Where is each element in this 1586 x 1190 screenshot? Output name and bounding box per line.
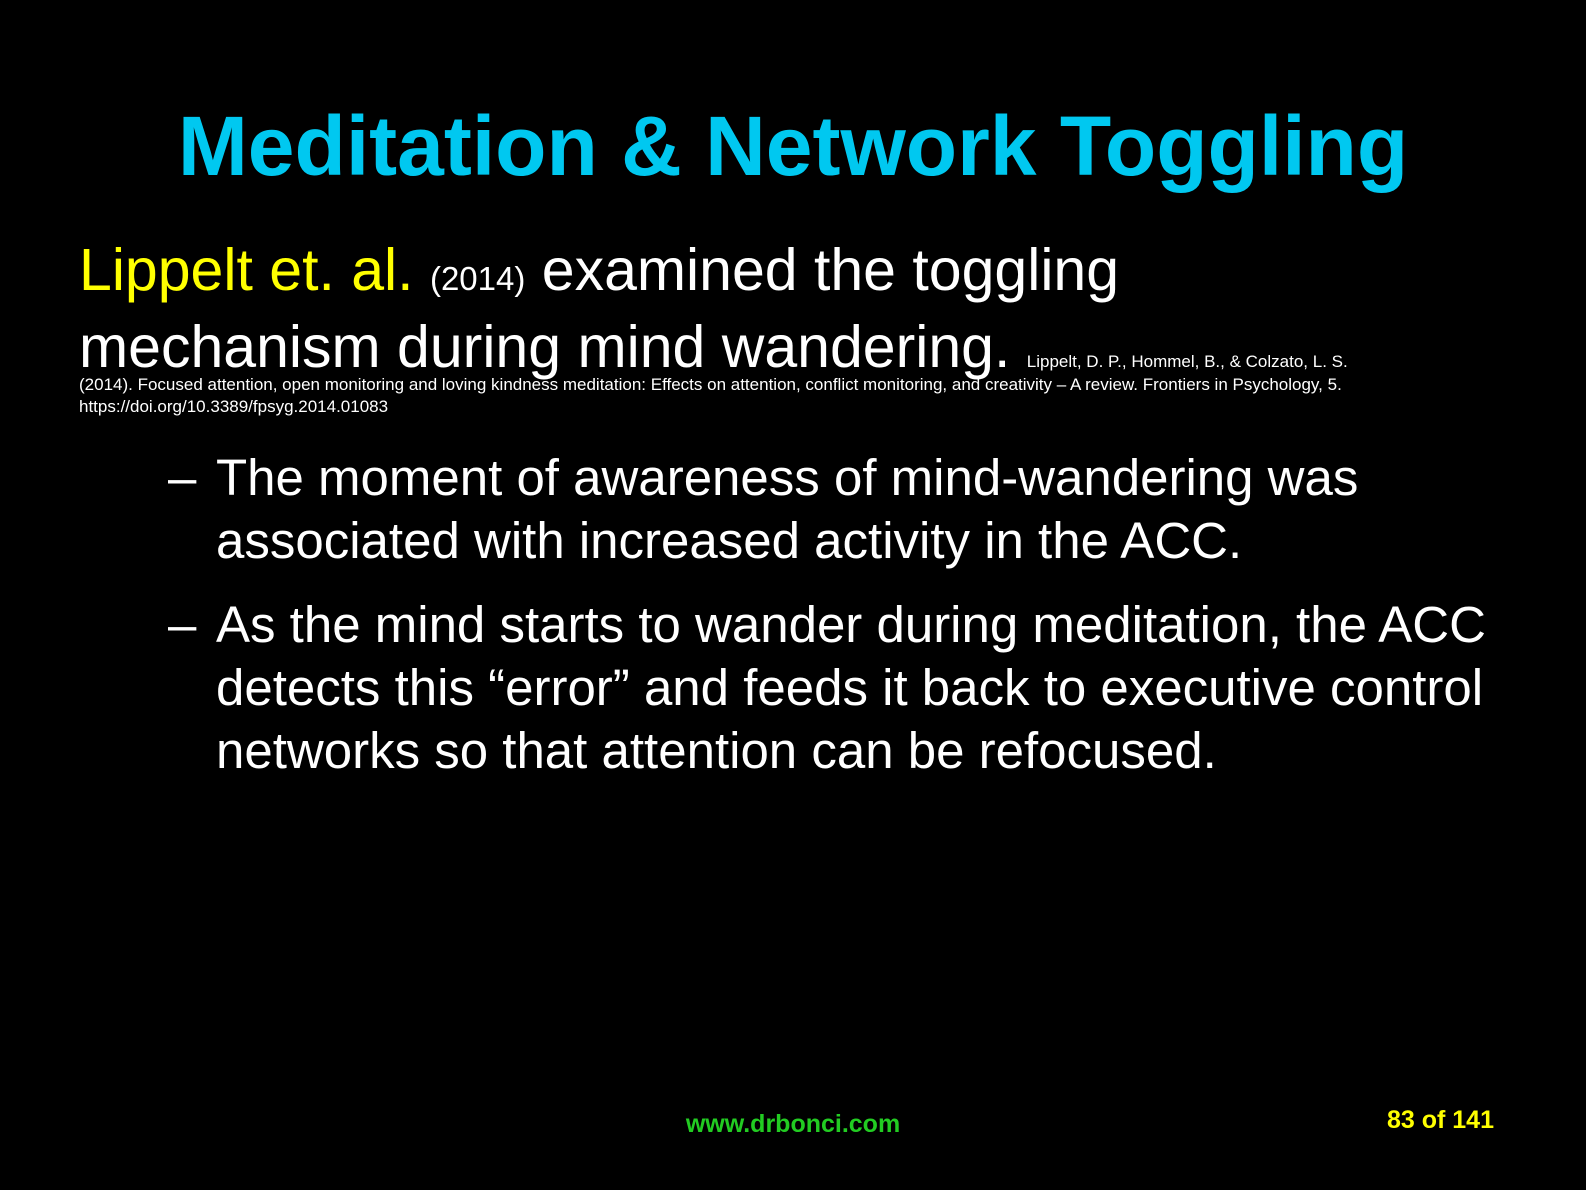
bullet-dash: – <box>168 596 197 653</box>
bullet-dash: – <box>168 449 197 506</box>
year: (2014) <box>429 260 526 297</box>
bullet-item <box>168 446 1498 572</box>
bullet-text: As the mind starts to wander during meditation, the ACC detects this “error” and feeds it back to executive control networks so that attention can be refocused. <box>216 596 1486 779</box>
authors: Lippelt et. al. <box>79 237 414 303</box>
bullet-item <box>168 593 1498 782</box>
footer-website: www.drbonci.com <box>685 1110 901 1138</box>
reference-citation: (2014). Focused attention, open monitoring and loving kindness meditation: Effects on attention, conflict monitoring, and creativity – A review. Frontiers in Psychology, 5. https://doi.org/10.3389/fpsyg.2014.01083 <box>79 375 1342 416</box>
bullet-text: The moment of awareness of mind-wandering was associated with increased activity in the ACC. <box>216 449 1359 569</box>
page-number: 83 of 141 <box>1386 1106 1494 1134</box>
intro-text-line1: examined the toggling <box>525 237 1120 303</box>
intro-text-line2: mechanism during mind wandering. <box>79 314 1011 380</box>
intro-paragraph <box>79 236 1519 396</box>
slide-title: Meditation & Network Toggling <box>177 99 1409 193</box>
bullet-list <box>168 446 1498 803</box>
reference-start: Lippelt, D. P., Hommel, B., & Colzato, L. S. <box>1026 352 1348 371</box>
